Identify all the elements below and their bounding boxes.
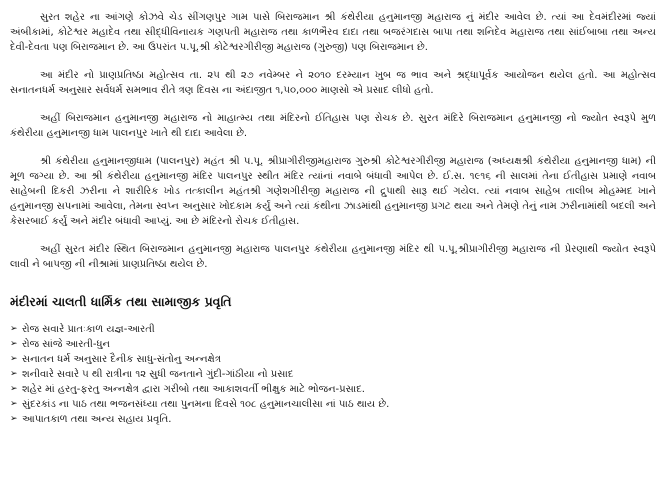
- festival-paragraph: આ મંદીર નો પ્રાણપ્રતિષ્ઠા મહોત્સવ તા. ૨૫ થી ૨૭ નવેમ્બર ને ૨૦૧૦ દરમ્યાન ખુબ જ ભાવ અને શ્રદ્ધાપૂર્વક આયોજન થયેલ હતો. આ મહોત્સવ સનાતનધર્મ અનુસાર સર્વધર્મ સમભાવ રીતે ત્રણ દિવસ ના અંદાજીત ૧,૫૦,૦૦૦ માણસો એ પ્રસાદ લીધો હતો.: [10, 70, 656, 96]
- list-item-text: આપાતકાળ તથા અન્ય સહાય પ્રવૃતિ.: [22, 414, 172, 425]
- arrow-bullet-icon: ➢: [10, 324, 18, 334]
- list-item: [10, 322, 656, 337]
- list-item: [10, 412, 656, 427]
- list-item-text: રોજ સવારે પ્રાતઃકાળ યજ્ઞ-આરતી: [22, 324, 155, 335]
- list-item-text: શનીવારે સવારે ૫ થી રાત્રીના ૧૨ સુધી જનતાને ગુંદી-ગાંઠીયા નો પ્રસાદ: [22, 369, 294, 380]
- arrow-bullet-icon: ➢: [10, 354, 18, 364]
- intro-paragraph: સુરત શહેર ના આંગણે કોઝવે ચેડ સીંગણપુર ગામ પાસે બિરાજમાન શ્રી કંથેરીયા હનુમાનજી મહારાજ નું મંદીર આવેલ છે. ત્યાં આ દેવમંદીરમાં જ્યાં અંબીકામાં, કોટેશ્વર મહાદેવ તથા સીદ્ધીવિનાયક ગણપતી મહારાજ તથા કાળભૈરવ દાદા તથા બજરંગદાસ બાપા તથા શનિદેવ મહારાજ તથા સાંઈબાબા તથા અન્ય દેવી-દેવતા પણ બિરાજમાન છે. આ ઉપરાંત પ.પૂ.શ્રી કોટેશ્વરગીરીજી મહારાજ (ગુરુજી) પણ બિરાજમાન છે.: [10, 12, 656, 53]
- list-item: [10, 352, 656, 367]
- history-intro-paragraph: અહીં બિરાજમાન હનુમાનજી મહારાજ નો માહાત્મ્ય તથા મંદિરનો ઈતિહાસ પણ રોચક છે. સુરત મંદિરે બિરાજમાન હનુમાનજી નો જ્યોત સ્વરૂપે મુળ કંથેરીયા હનુમાનજી ધામ પાલનપુર ખાતે થી દાદા આવેલા છે.: [10, 113, 656, 139]
- list-item: [10, 382, 656, 397]
- list-item-text: સુંદરકાંડ ના પાઠ તથા ભજનસંધ્યા તથા પુનમના દિવસે ૧૦૮ હનુમાનચાલીસા નાં પાઠ થાય છે.: [22, 399, 390, 410]
- list-item: [10, 397, 656, 412]
- list-item-text: સનાતન ધર્મ અનુસાર દૈનીક સાધુ-સંતોનુ અન્નક્ષેત્ર: [22, 354, 221, 365]
- arrow-bullet-icon: ➢: [10, 384, 18, 394]
- list-item: [10, 367, 656, 382]
- history-detail-paragraph: શ્રી કંથેરીયા હનુમાનજીધામ (પાલનપુર) મહંત શ્રી પ.પૂ. શ્રીપ્રાગીરીજીમહારાજ ગુરુશ્રી કોટેશ્વરગીરીજી મહારાજ (અધ્યક્ષશ્રી કંથેરીયા હનુમાનજી ધામ) ની મૂળ જગ્યા છે. આ શ્રી કંથેરીયા હનુમાનજી મંદિર પાલનપુર સ્થીત મંદિર ત્યાંનાં નવાબે બંધાવી આપેલ છે. ઈ.સ. ૧૯૧૬ ની સાલમાં તેના ઈતીહાસ પ્રમાણે નવાબ સાહેબની દિકરી ઝરીના ને શારીરિક ખોડ તત્કાલીન મહંતશ્રી ગણેશગીરીજી મહારાજ ની દ્રુપાથી સારૂ થઈ ગયેલ. ત્યાં નવાબ સાહેબ તાલીબ મોહમ્મદ ખાને હનુમાનજી સપનામાં આવેલા, તેમના સ્વપ્ન અનુસાર ખોદકામ કર્યું અને ત્યાં કંથીના ઝાડમાંથી હનુમાનજી પ્રગટ થયા અને તેમણે તેનું નામ ઝરીનામાંથી બદલી અને કેસરબાઈ કર્યું અને મંદીર બંધાવી આપ્યું. આ છે મંદિરનો રોચક ઈતીહાસ.: [10, 156, 656, 227]
- arrow-bullet-icon: ➢: [10, 339, 18, 349]
- arrow-bullet-icon: ➢: [10, 414, 18, 424]
- arrow-bullet-icon: ➢: [10, 369, 18, 379]
- activities-heading: મંદીરમાં ચાલતી ધાર્મિક તથા સામાજીક પ્રવૃતિ: [10, 294, 232, 309]
- list-item-text: શહેર માં હરતુ-ફરતુ અન્નક્ષેત્ર દ્વારા ગરીબો તથા આકાશવર્તી ભીક્ષુક માટે ભોજન-પ્રસાદ.: [22, 384, 365, 395]
- activities-list: [10, 322, 656, 427]
- list-item-text: રોજ સાંજે આરતી-ધુન: [22, 339, 110, 350]
- list-item: [10, 337, 656, 352]
- arrow-bullet-icon: ➢: [10, 399, 18, 409]
- establishment-paragraph: અહીં સુરત મંદીર સ્થિત બિરાજમાન હનુમાનજી મહારાજ પાલનપુર કંથેરીયા હનુમાનજી મંદિર થી પ.પૂ.શ્રીપ્રાગીરીજી મહારાજ ની પ્રેરણાથી જ્યોત સ્વરૂપે લાવી ને બાપજી ની નીશ્રામાં પ્રાણપ્રતિષ્ઠા થયેલ છે.: [10, 244, 656, 270]
